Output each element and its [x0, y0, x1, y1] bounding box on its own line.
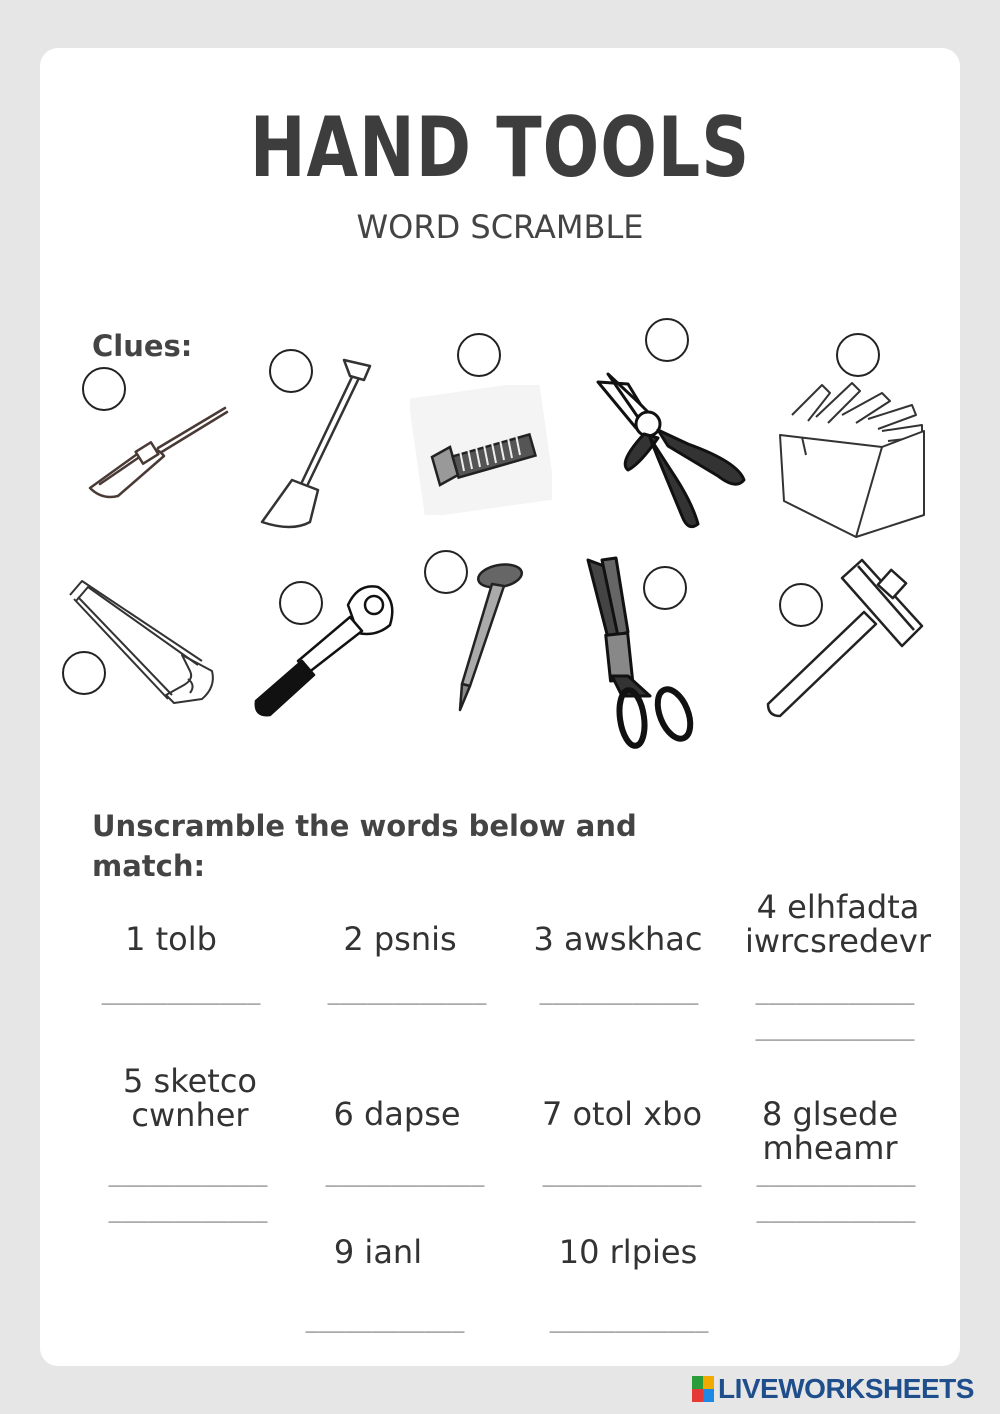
- scrambled-word-8: 8 glsede mheamr: [761, 1095, 899, 1167]
- screwdriver-icon: [80, 400, 230, 502]
- answer-blank-4b[interactable]: ____________: [755, 1016, 915, 1041]
- liveworksheets-brand: LIVEWORKSHEETS: [718, 1373, 974, 1404]
- answer-circle-bolt[interactable]: [457, 333, 501, 377]
- toolbox-icon: [772, 375, 932, 540]
- scrambled-word-1: 1 tolb: [125, 920, 217, 958]
- answer-blank-2[interactable]: ____________: [327, 980, 487, 1005]
- socket-wrench-icon: [250, 575, 402, 720]
- answer-blank-6[interactable]: ____________: [325, 1162, 485, 1187]
- pliers-icon: [588, 372, 750, 532]
- liveworksheets-logo: [692, 1372, 992, 1406]
- scrambled-word-6: 6 dapse: [333, 1095, 461, 1133]
- liveworksheets-badge-icon: [692, 1376, 714, 1402]
- answer-blank-8a[interactable]: ____________: [756, 1162, 916, 1187]
- clues-label: Clues:: [92, 329, 193, 363]
- page-title: HAND TOOLS: [249, 99, 751, 197]
- hacksaw-icon: [62, 575, 220, 715]
- answer-blank-3[interactable]: ____________: [539, 980, 699, 1005]
- answer-blank-9[interactable]: ____________: [305, 1308, 465, 1333]
- instructions-text: Unscramble the words below and match:: [92, 809, 637, 883]
- page-subtitle: WORD SCRAMBLE: [356, 208, 644, 246]
- answer-blank-5b[interactable]: ____________: [108, 1198, 268, 1223]
- scrambled-word-3: 3 awskhac: [533, 920, 703, 958]
- sledgehammer-icon: [762, 556, 930, 720]
- bolt-icon: [410, 385, 552, 515]
- answer-blank-5a[interactable]: ____________: [108, 1162, 268, 1187]
- answer-blank-4a[interactable]: ____________: [755, 980, 915, 1005]
- answer-blank-7[interactable]: ____________: [542, 1162, 702, 1187]
- answer-blank-8b[interactable]: ____________: [756, 1198, 916, 1223]
- scrambled-word-7: 7 otol xbo: [541, 1095, 703, 1133]
- nail-icon: [448, 560, 528, 714]
- scrambled-word-9: 9 ianl: [333, 1233, 423, 1271]
- answer-circle-pliers[interactable]: [645, 318, 689, 362]
- answer-circle-toolbox[interactable]: [836, 333, 880, 377]
- tin-snips-icon: [582, 556, 704, 752]
- scrambled-word-4: 4 elhfadta iwrcsredevr: [744, 888, 931, 960]
- scrambled-word-5: 5 sketco cwnher: [123, 1062, 257, 1134]
- answer-blank-10[interactable]: ____________: [549, 1308, 709, 1333]
- scrambled-word-10: 10 rlpies: [558, 1233, 698, 1271]
- scrambled-word-2: 2 psnis: [343, 920, 457, 958]
- answer-blank-1[interactable]: ____________: [101, 980, 261, 1005]
- spade-icon: [252, 352, 377, 532]
